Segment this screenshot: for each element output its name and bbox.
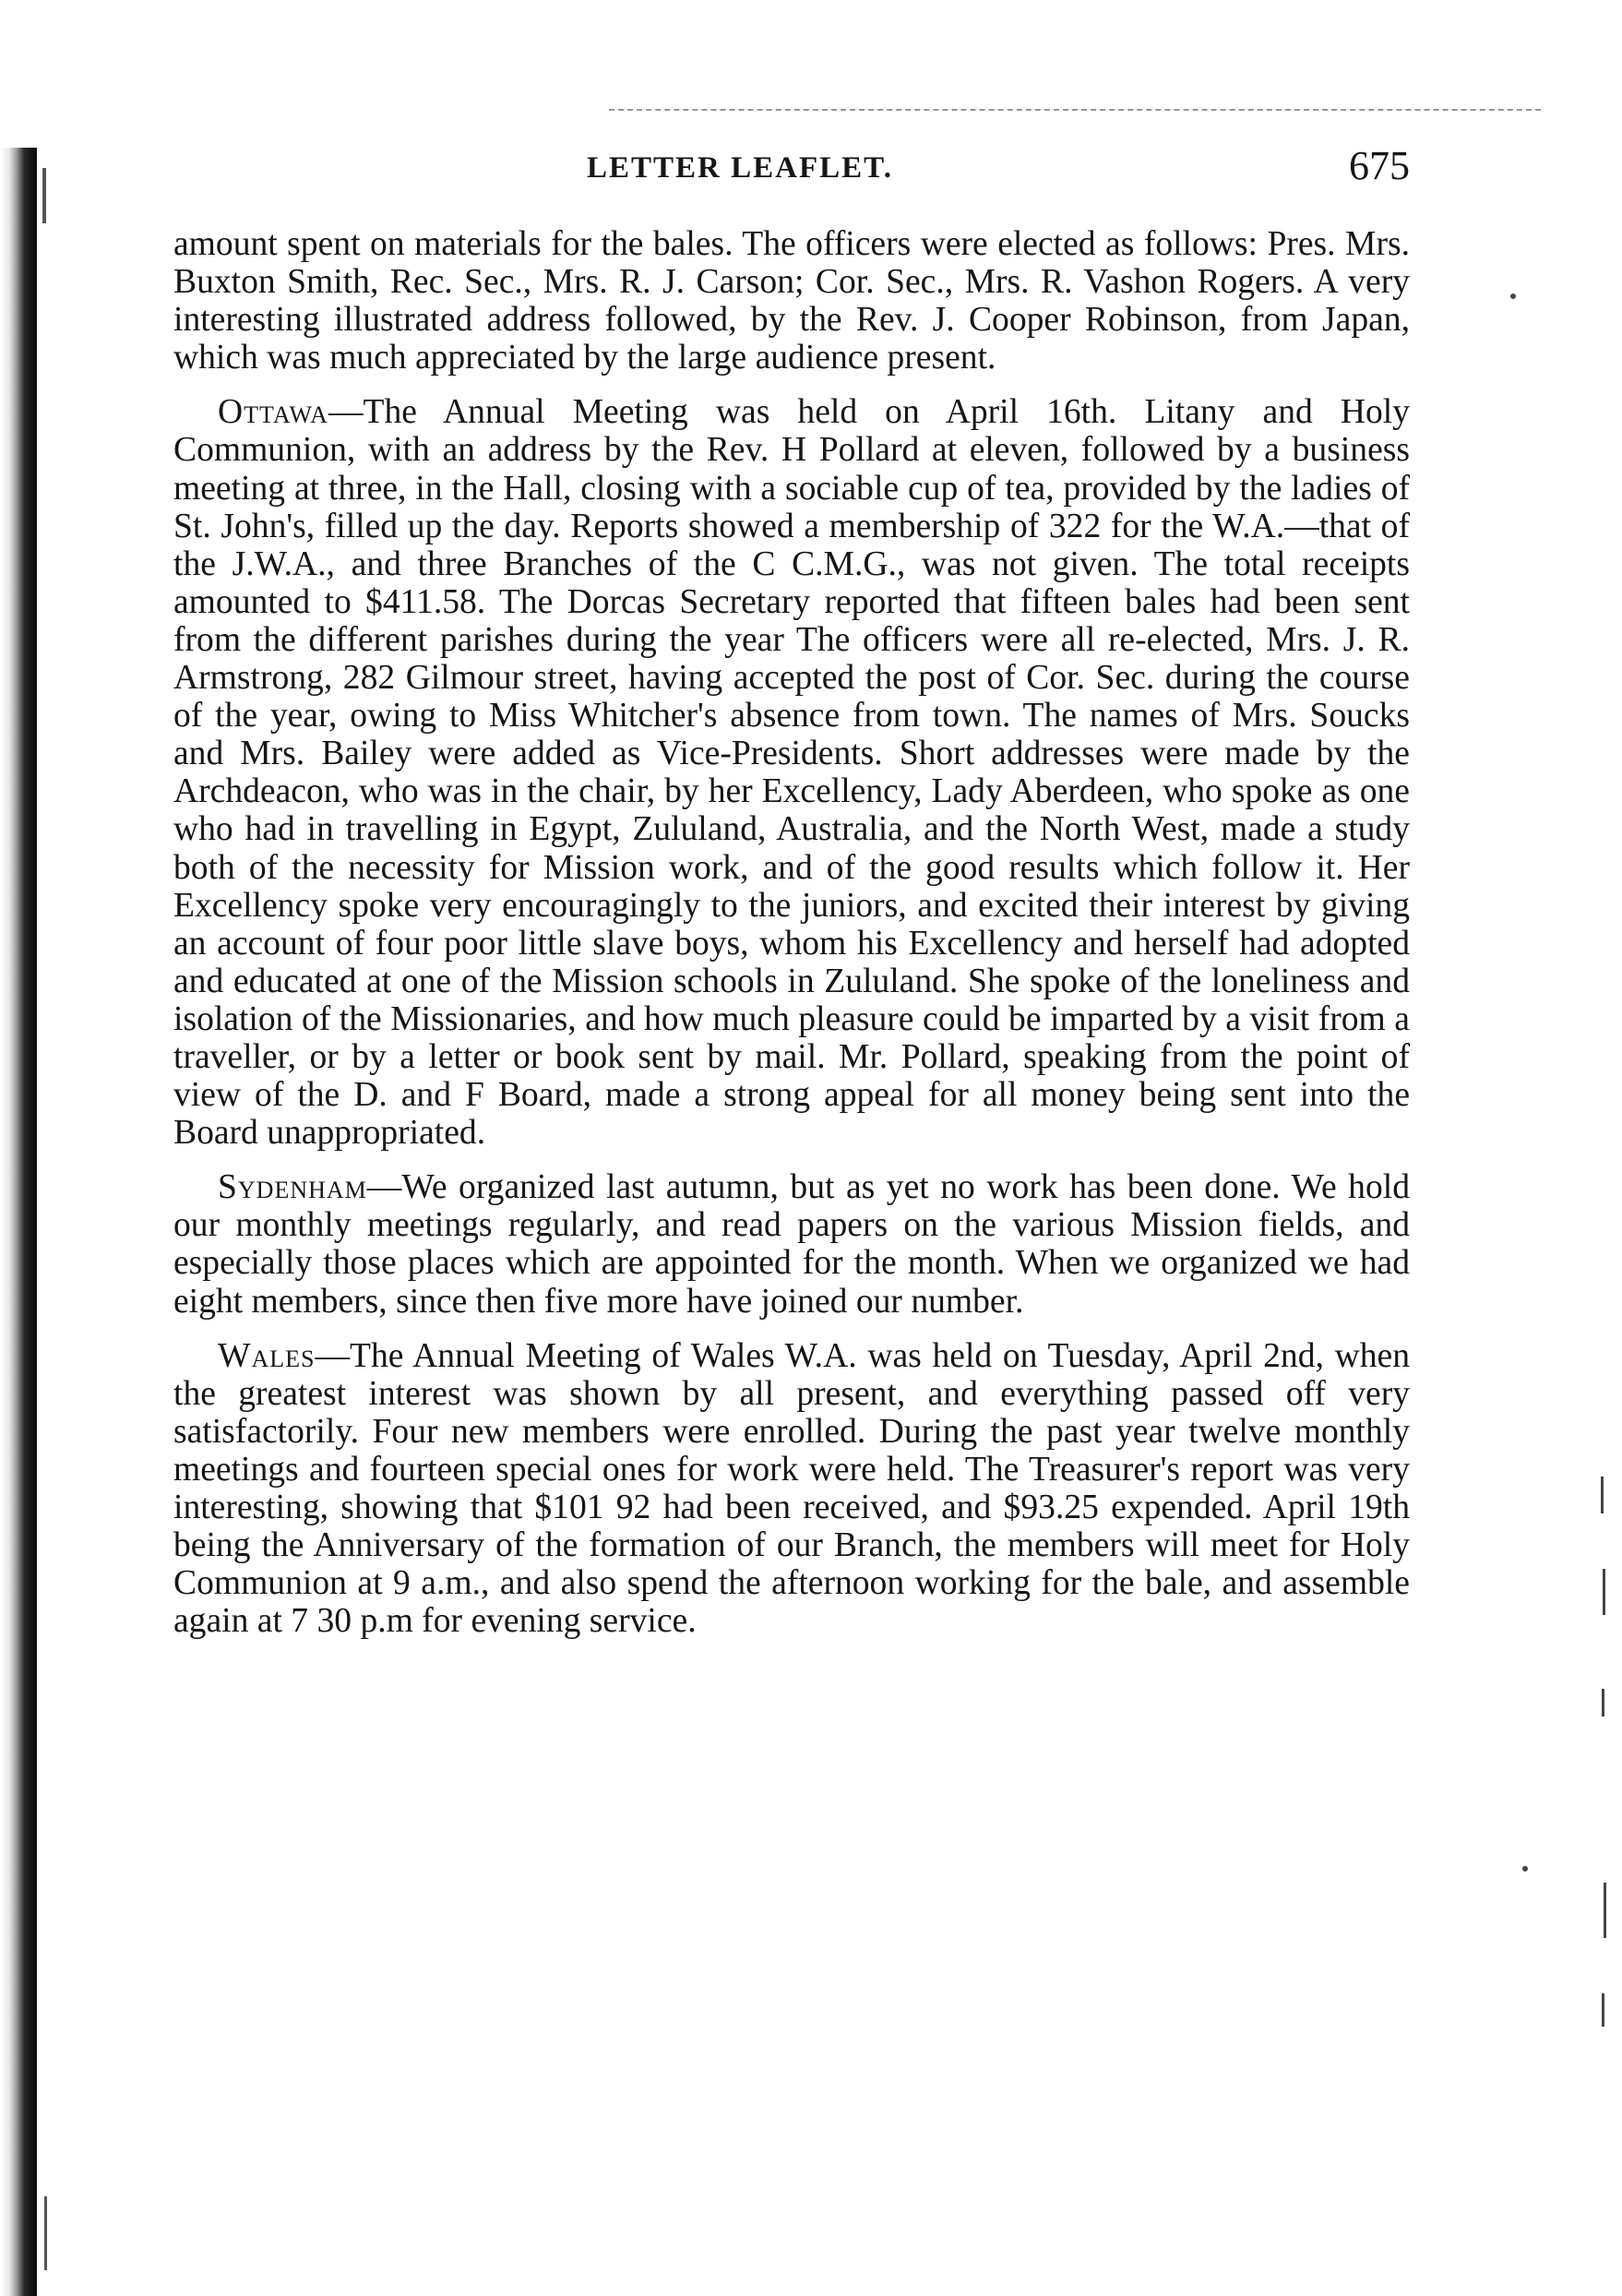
margin-mark xyxy=(1603,1569,1605,1615)
place-name: Sydenham xyxy=(218,1168,367,1207)
place-name: Ottawa xyxy=(218,393,328,432)
margin-mark xyxy=(1601,1477,1604,1513)
paragraph-text: amount spent on materials for the bales. The officers were elected as follows: Pres. Mrs. Buxton Smith, Rec. Sec., Mrs. R. J. Carson; Cor. Sec., Mrs. R. Vashon Rogers. A very interesting illustrated address followed, by the Rev. J. Cooper Robinson, from Japan, which was much appreciated by the large audience present. xyxy=(173,225,1410,377)
margin-dot xyxy=(1522,1866,1528,1871)
paragraph-text: —The Annual Meeting of Wales W.A. was held on Tuesday, April 2nd, when the greatest interest was shown by all present, and everything passed off very satisfactorily. Four new members were enrolled. During the past year twelve monthly meetings and fourteen special ones for work were held. The Treasurer's report was very interesting, showing that $101 92 had been received, and $93.25 expended. April 19th being the Anniversary of the formation of our Branch, the members will meet for Holy Communion at 9 a.m., and also spend the afternoon working for the bale, and assemble again at 7 30 p.m for evening service. xyxy=(173,1336,1410,1641)
paragraph-continuation xyxy=(173,225,1410,377)
header-title: LETTER LEAFLET. xyxy=(587,151,893,185)
paragraph-ottawa xyxy=(173,393,1410,1152)
edge-speck xyxy=(42,168,46,223)
paragraph-sydenham xyxy=(173,1168,1410,1320)
margin-mark xyxy=(1602,1689,1604,1716)
running-header xyxy=(173,143,1410,203)
edge-speck xyxy=(44,2196,47,2270)
margin-dot xyxy=(1510,293,1516,299)
place-name: Wales xyxy=(218,1336,316,1375)
top-scan-rule xyxy=(609,109,1541,111)
paragraph-wales xyxy=(173,1337,1410,1641)
page-binding-edge xyxy=(0,148,37,2296)
paragraph-text: —We organized last autumn, but as yet no work has been done. We hold our monthly meetings regularly, and read papers on the various Mission fields, and especially those places which are appointed for the month. When we organized we had eight members, since then five more have joined our number. xyxy=(173,1168,1410,1321)
paragraph-text: —The Annual Meeting was held on April 16th. Litany and Holy Communion, with an address by the Rev. H Pollard at eleven, followed by a business meeting at three, in the Hall, closing with a sociable cup of tea, provided by the ladies of St. John's, filled up the day. Reports showed a membership of 322 for the W.A.—that of the J.W.A., and three Branches of the C C.M.G., was not given. The total receipts amounted to $411.58. The Dorcas Secretary reported that fifteen bales had been sent from the different parishes during the year The officers were all re-elected, Mrs. J. R. Armstrong, 282 Gilmour street, having accepted the post of Cor. Sec. during the course of the year, owing to Miss Whitcher's absence from town. The names of Mrs. Soucks and Mrs. Bailey were added as Vice-Presidents. Short addresses were made by the Archdeacon, who was in the chair, by her Excellency, Lady Aberdeen, who spoke as one who had in travelling in Egypt, Zululand, Australia, and the North West, made a study both of the necessity for Mission work, and of the good results which follow it. Her Excellency spoke very encouragingly to the juniors, and excited their interest by giving an account of four poor little slave boys, whom his Excellency and herself had adopted and educated at one of the Mission schools in Zululand. She spoke of the loneliness and isolation of the Missionaries, and how much pleasure could be imparted by a visit from a traveller, or by a letter or book sent by mail. Mr. Pollard, speaking from the point of view of the D. and F Board, made a strong appeal for all money being sent into the Board unappropriated. xyxy=(173,393,1410,1153)
page-number: 675 xyxy=(1349,143,1410,188)
margin-mark xyxy=(1604,1883,1606,1938)
article-body xyxy=(173,225,1410,1656)
margin-mark xyxy=(1602,1993,1604,2027)
